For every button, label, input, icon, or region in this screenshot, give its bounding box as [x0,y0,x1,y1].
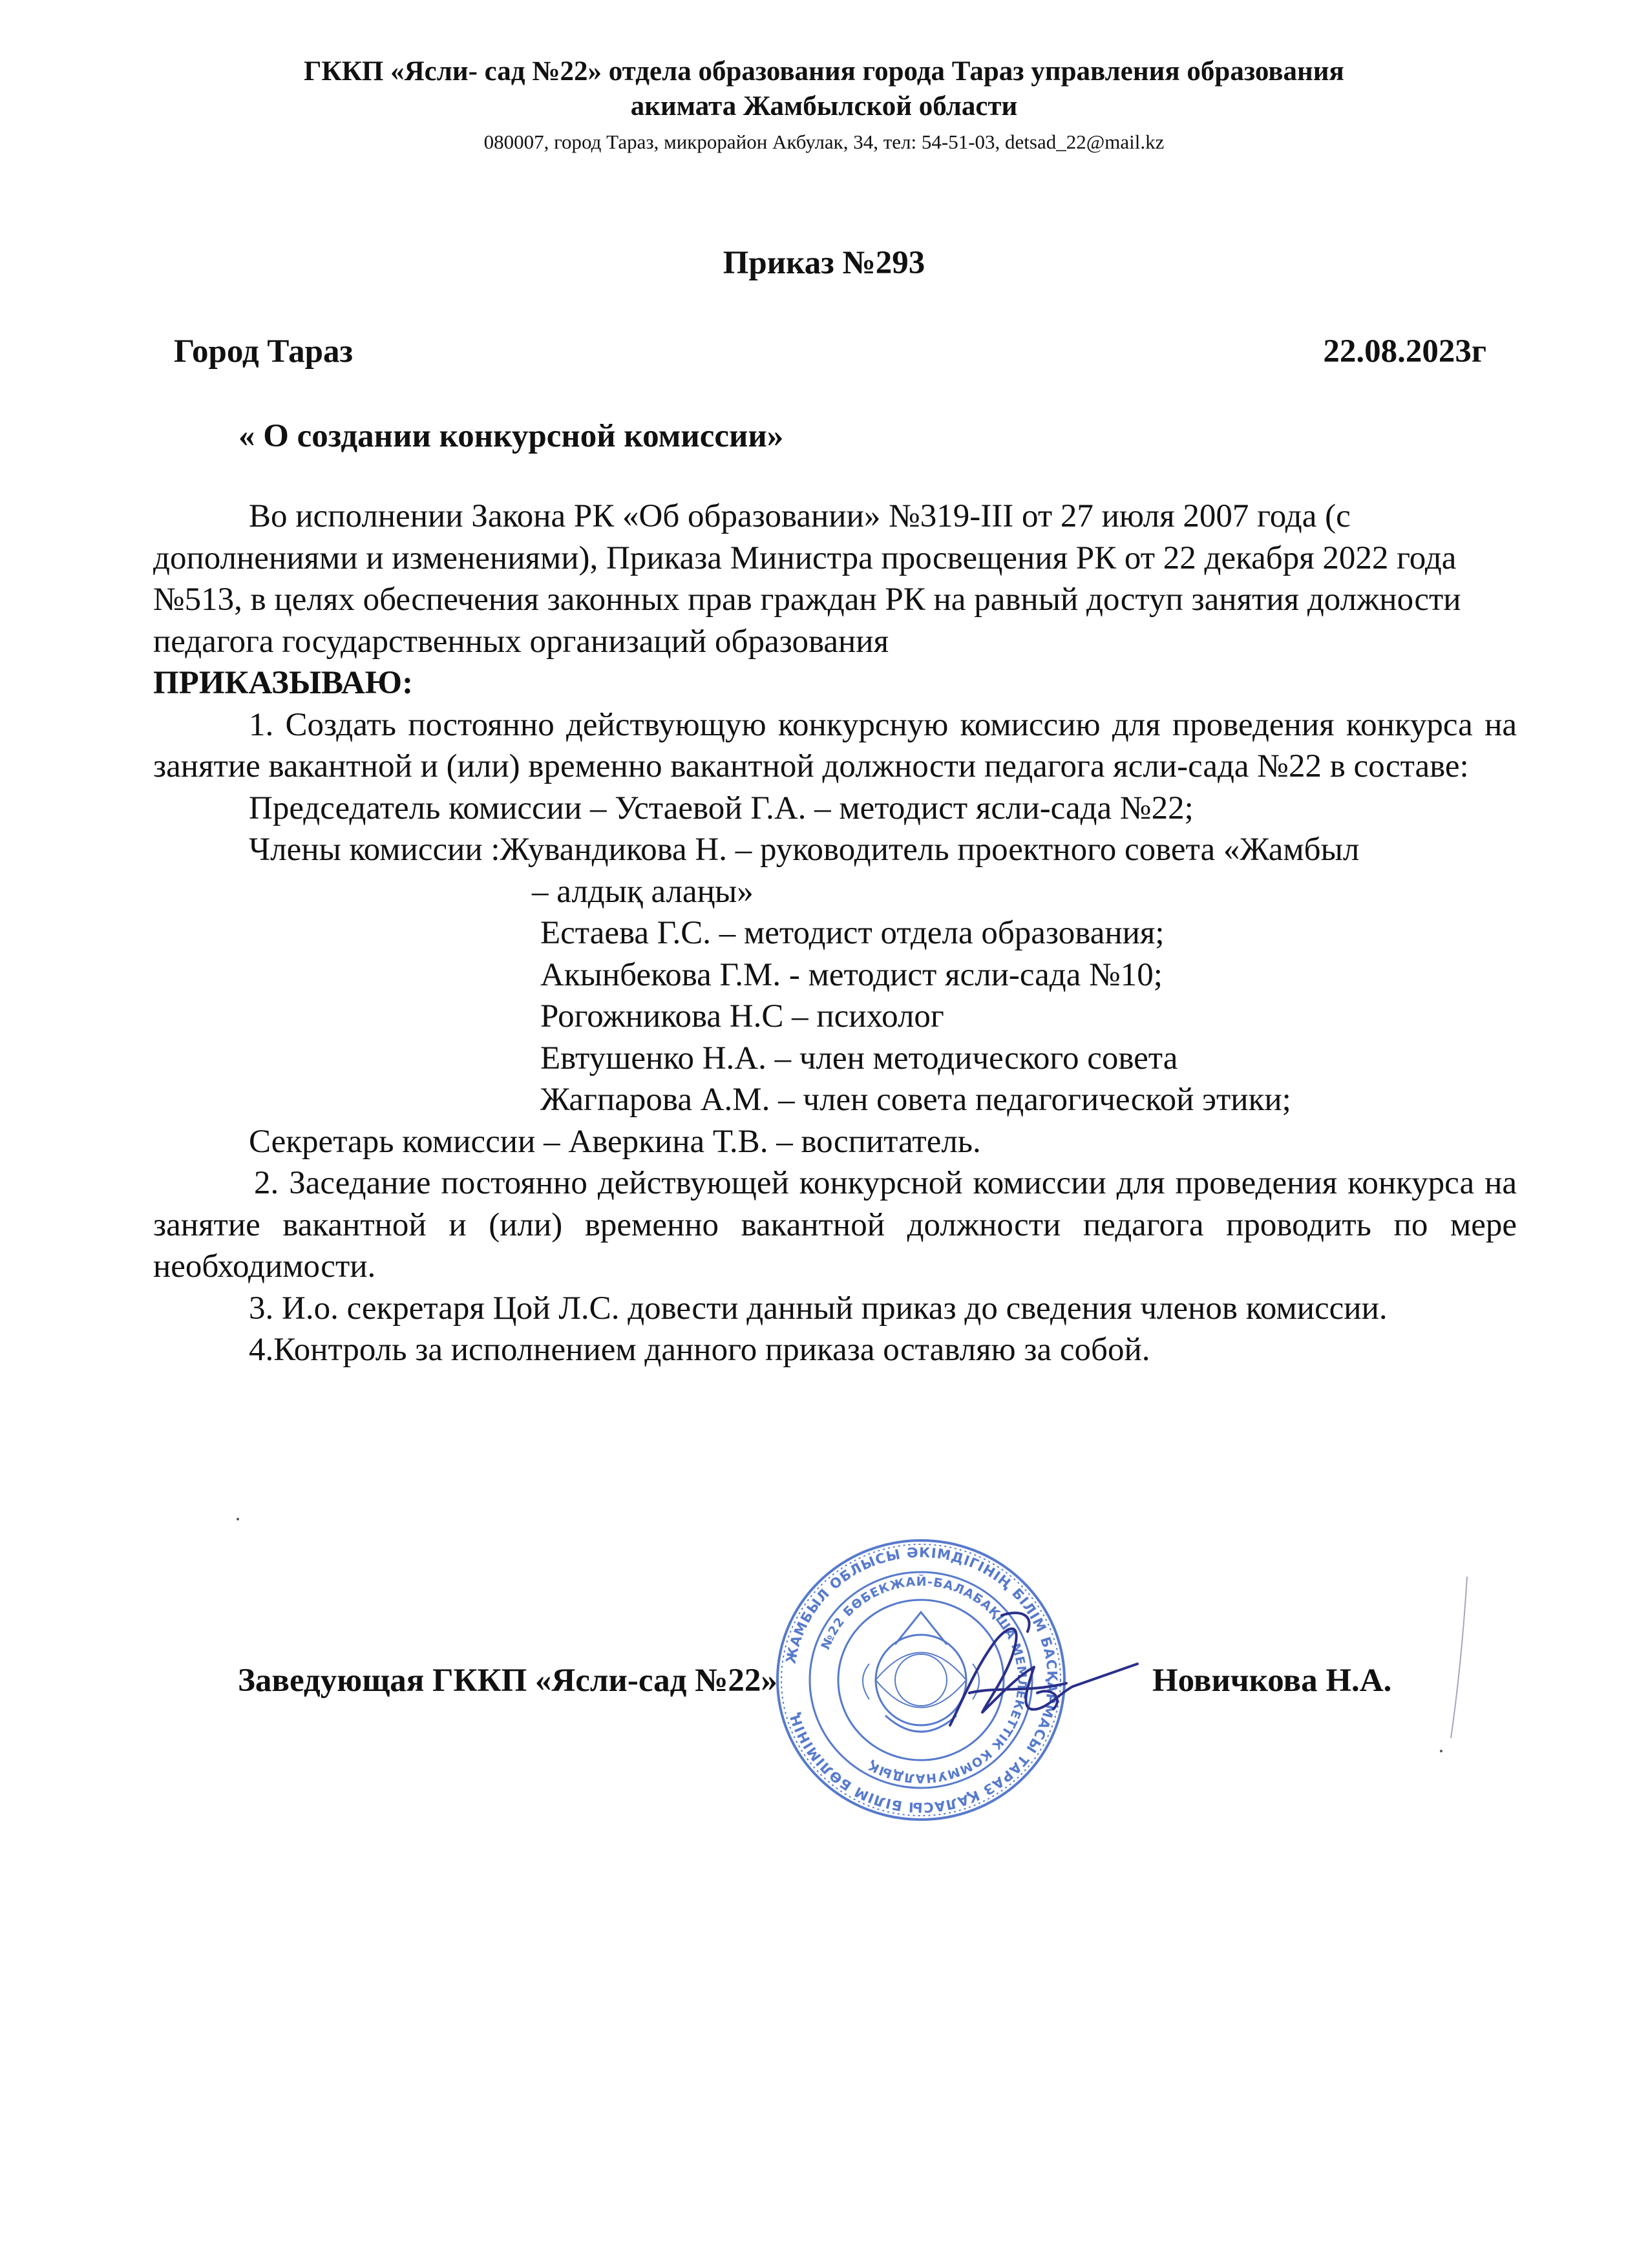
stamp-inner-text: №22 БӨБЕКЖАЙ-БАЛАБАҚША МЕМЛЕКЕТТІК КОММУНАЛДЫҚ [818,1574,1030,1786]
stamp-outer-text: ЖАМБЫЛ ОБЛЫСЫ ӘКІМДІГІНІҢ БІЛІМ БАСҚАРМАСЫ ТАРАЗ ҚАЛАСЫ БІЛІМ БӨЛІМІНІҢ [783,1544,1061,1816]
margin-pen-mark [1435,1570,1474,1764]
signatory-name: Новичкова Н.А. [1152,1663,1392,1699]
order-word: ПРИКАЗЫВАЮ: [153,665,414,701]
member-item: Жагпарова А.М. – член совета педагогической этики; [540,1082,1291,1118]
item-2-paragraph: 2. Заседание постоянно действующей конкурсной комиссии для проведения конкурса на занятие вакантной и (или) временно вакантной должности педагога проводить по мере необходимости. [153,1165,1517,1285]
item-4-paragraph: 4.Контроль за исполнением данного приказа оставляю за собой. [249,1332,1150,1368]
secretary-line: Секретарь комиссии – Аверкина Т.В. – воспитатель. [249,1123,981,1160]
scan-dot [237,1518,239,1520]
item-3-paragraph: 3. И.о. секретаря Цой Л.С. довести данный приказ до сведения членов комиссии. [249,1290,1388,1327]
member-item: Естаева Г.С. – методист отдела образования; [540,915,1165,951]
member-item: Евтушенко Н.А. – член методического совета [540,1040,1178,1076]
order-place: Город Тараз [174,333,354,370]
members-first-line [153,829,1517,871]
order-body [153,496,1517,1371]
member-item: Жувандикова Н. – руководитель проектного совета «Жамбыл [500,832,1360,868]
signatory-role: Заведующая ГККП «Ясли-сад №22» [238,1663,777,1699]
order-subject: « О создании конкурсной комиссии» [238,418,784,454]
member-item-continuation: – алдық алаңы» [532,873,754,910]
handwritten-signature [924,1596,1144,1745]
member-item: Рогожникова Н.С – психолог [540,998,944,1034]
order-title: Приказ №293 [723,245,925,281]
members-label: Члены комиссии : [249,832,500,868]
member-item: Акынбекова Г.М. - методист ясли-сада №10; [540,956,1163,993]
order-date: 22.08.2023г [1323,333,1486,370]
org-address: 080007, город Тараз, микрорайон Акбулак, 34, тел: 54-51-03, detsad_22@mail.kz [483,131,1165,153]
chairman-line: Председатель комиссии – Устаевой Г.А. – методист ясли-сада №22; [249,790,1194,826]
item-1-paragraph: 1. Создать постоянно действующую конкурсную комиссию для проведения конкурса на занятие вакантной и (или) временно вакантной должности педагога ясли-сада №22 в составе: [153,706,1517,784]
preamble-paragraph: Во исполнении Закона РК «Об образовании» №319-III от 27 июля 2007 года (с дополнениями и изменениями), Приказа Министра просвещения РК от 22 декабря 2022 года №513, в целях обеспечения законных прав граждан РК на равный доступ занятия должности педагога государственных организаций образования [153,498,1461,660]
org-header-line-2: акимата Жамбылской области [630,91,1018,121]
org-header-line-1: ГККП «Ясли- сад №22» отдела образования города Тараз управления образования [304,56,1344,87]
